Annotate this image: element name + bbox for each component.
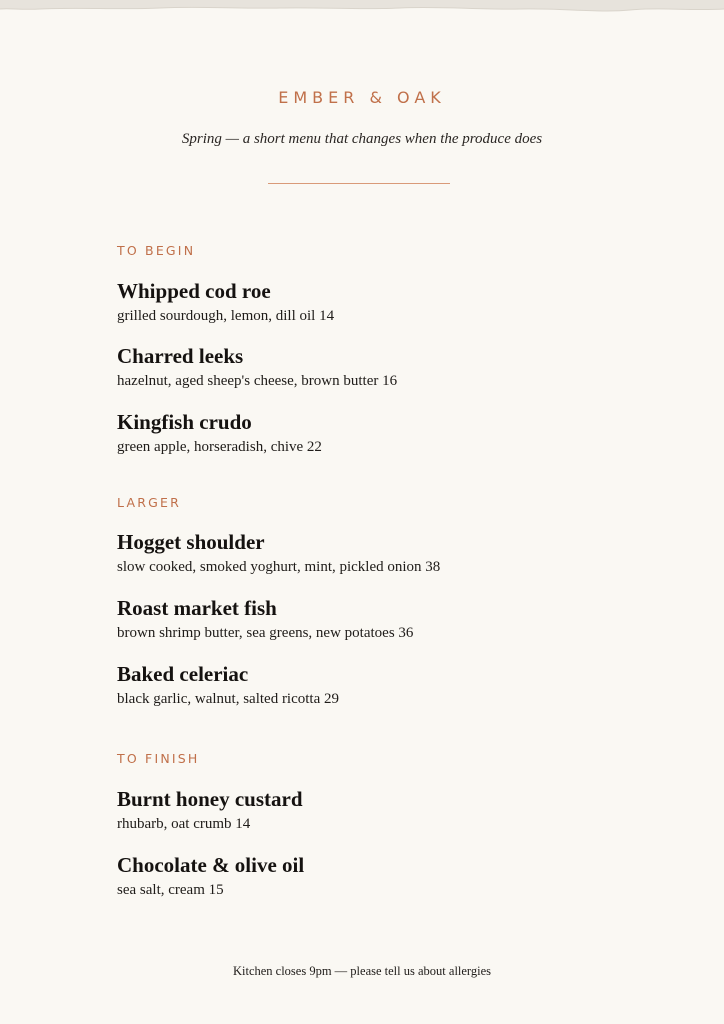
dish-description: green apple, horseradish, chive 22 (117, 439, 322, 455)
dish-name: Roast market fish (117, 596, 277, 620)
dish-name: Kingfish crudo (117, 410, 252, 434)
dish-name: Whipped cod roe (117, 279, 271, 303)
header-divider (268, 183, 450, 184)
dish-name: Chocolate & olive oil (117, 853, 305, 877)
menu-tagline: Spring — a short menu that changes when the produce does (181, 131, 543, 147)
dish-name: Hogget shoulder (117, 530, 265, 554)
menu-item (117, 279, 677, 325)
section-heading-to-begin: TO BEGIN (117, 243, 196, 258)
section-heading-larger: LARGER (117, 495, 181, 510)
dish-description: grilled sourdough, lemon, dill oil 14 (117, 308, 335, 324)
menu-item (117, 853, 677, 899)
dish-name: Burnt honey custard (117, 787, 303, 811)
torn-paper-edge (0, 0, 724, 22)
menu-item (117, 410, 677, 456)
dish-description: hazelnut, aged sheep's cheese, brown butter 16 (117, 373, 398, 389)
menu-item (117, 787, 677, 833)
dish-description: black garlic, walnut, salted ricotta 29 (117, 691, 340, 707)
dish-description: brown shrimp butter, sea greens, new potatoes 36 (117, 625, 414, 641)
footer-note: Kitchen closes 9pm — please tell us about allergies (232, 964, 492, 978)
section-heading-to-finish: TO FINISH (117, 751, 200, 766)
restaurant-name: EMBER & OAK (278, 88, 446, 107)
dish-name: Charred leeks (117, 344, 244, 368)
dish-description: slow cooked, smoked yoghurt, mint, pickled onion 38 (117, 559, 441, 575)
menu-item (117, 530, 677, 576)
menu-item (117, 596, 677, 642)
dish-name: Baked celeriac (117, 662, 249, 686)
menu-item (117, 662, 677, 708)
dish-description: rhubarb, oat crumb 14 (117, 816, 251, 832)
dish-description: sea salt, cream 15 (117, 882, 224, 898)
menu-item (117, 344, 677, 390)
